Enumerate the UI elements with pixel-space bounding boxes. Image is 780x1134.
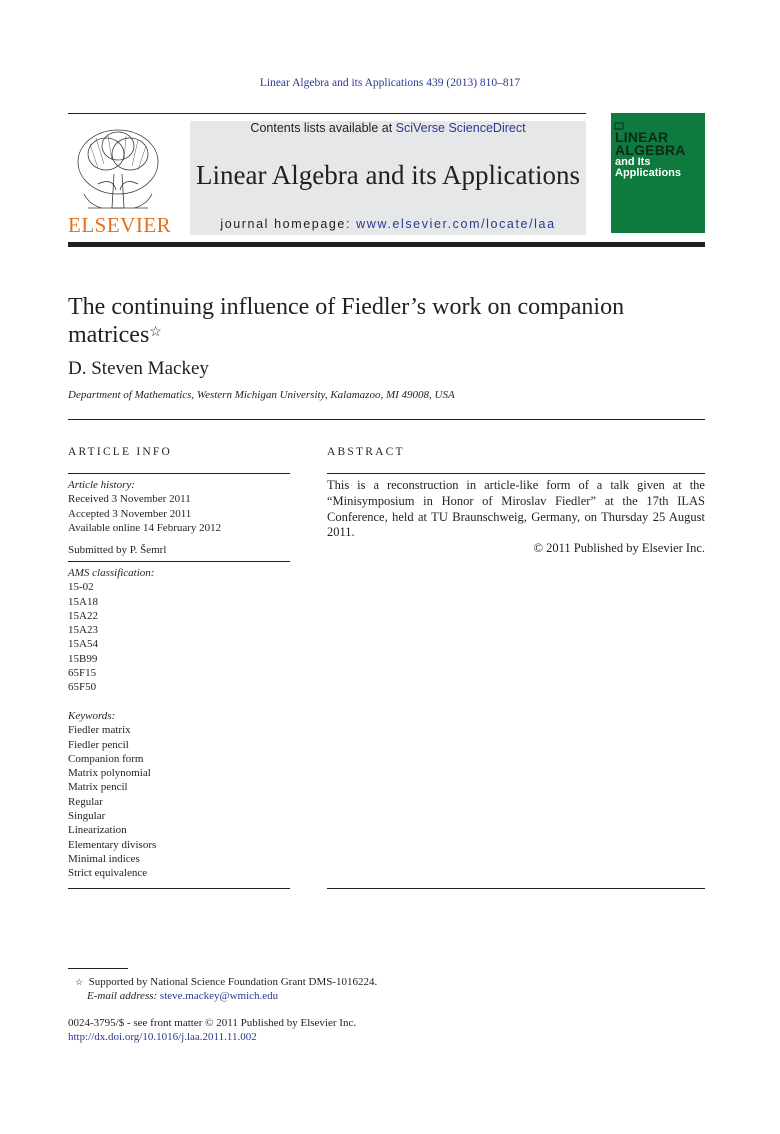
ams-code: 65F15 [68,667,97,680]
homepage-prefix: journal homepage: [220,217,357,231]
ams-code: 15-02 [68,581,94,594]
keyword: Strict equivalence [68,867,148,880]
cover-title [615,131,705,179]
cover-line-2: ALGEBRA [615,142,686,158]
abstract-heading: ABSTRACT [327,446,405,458]
email-label: E-mail address: [87,990,158,1002]
keyword: Companion form [68,752,144,765]
title-footnote-mark[interactable]: ☆ [149,325,162,340]
header-top-rule [68,113,586,114]
abstract-bottom-rule [327,888,705,889]
funding-footnote [75,975,377,989]
funding-text: Supported by National Science Foundation Grant DMS-1016224. [88,976,378,988]
homepage-link[interactable]: www.elsevier.com/locate/laa [356,217,556,231]
article-history [68,478,290,535]
ams-label: AMS classification: [68,567,155,579]
ams-code: 15A54 [68,638,98,651]
article-info-bottom-rule [68,888,290,889]
accepted-date: Accepted 3 November 2011 [68,507,192,520]
history-label: Article history: [68,479,135,491]
online-date: Available online 14 February 2012 [68,521,222,534]
ams-code: 15A22 [68,609,98,622]
submitted-by: Submitted by P. Šemrl [68,544,167,556]
publisher-logo-text: ELSEVIER [68,213,172,237]
ams-classification [68,566,290,695]
email-link[interactable]: steve.mackey@wmich.edu [159,990,279,1002]
contents-prefix: Contents lists available at [250,121,396,135]
cover-line-1: LINEAR [615,129,669,145]
ams-rule [68,561,290,562]
title-line-1: The continuing influence of Fiedler’s work on companion [68,294,625,320]
footnote-mark: ☆ [75,977,84,987]
title-line-2: matrices [68,322,150,348]
ams-code: 15B99 [68,652,98,665]
issn-line: 0024-3795/$ - see front matter © 2011 Published by Elsevier Inc. [68,1017,357,1029]
article-title [68,293,708,349]
ams-code: 15A23 [68,624,98,637]
header-bottom-rule [68,242,705,247]
keyword: Fiedler pencil [68,738,129,751]
cover-line-4: Applications [615,167,682,179]
ams-code: 15A18 [68,595,98,608]
abstract-copyright: © 2011 Published by Elsevier Inc. [533,541,705,555]
journal-homepage [190,217,586,231]
keyword: Matrix polynomial [68,767,151,780]
keyword: Minimal indices [68,852,140,865]
article-info-rule [68,473,290,474]
doi-link[interactable]: http://dx.doi.org/10.1016/j.laa.2011.11.002 [68,1031,257,1043]
author-name[interactable]: D. Steven Mackey [68,358,209,379]
contents-line [190,121,586,135]
keyword: Singular [68,810,106,823]
title-line-2-wrap [68,321,708,349]
keyword: Fiedler matrix [68,724,131,737]
ams-code: 65F50 [68,681,97,694]
author-affiliation: Department of Mathematics, Western Michigan University, Kalamazoo, MI 49008, USA [68,389,455,401]
email-footnote [87,989,278,1003]
abstract-text: This is a reconstruction in article-like form of a talk given at the “Minisymposium in Honor of Miroslav Fiedler” at the 17th ILAS Conference, held at TU Braunschweig, Germany, on Thursday 25 August 2011. [327,478,705,540]
footnote-rule [68,968,128,969]
cover-line-3: and Its [615,156,651,168]
sciencedirect-link[interactable]: SciVerse ScienceDirect [395,121,526,135]
cover-publisher-icon [614,117,624,125]
keyword: Elementary divisors [68,838,157,851]
article-info-heading: ARTICLE INFO [68,446,172,458]
keyword: Linearization [68,824,127,837]
abstract-rule [327,473,705,474]
keywords [68,709,290,881]
keyword: Regular [68,795,103,808]
received-date: Received 3 November 2011 [68,493,191,506]
title-separator [68,419,705,420]
journal-citation: Linear Algebra and its Applications 439 (2013) 810–817 [259,77,521,89]
journal-title: Linear Algebra and its Applications [196,160,580,190]
keyword: Matrix pencil [68,781,128,794]
keywords-label: Keywords: [68,710,116,722]
